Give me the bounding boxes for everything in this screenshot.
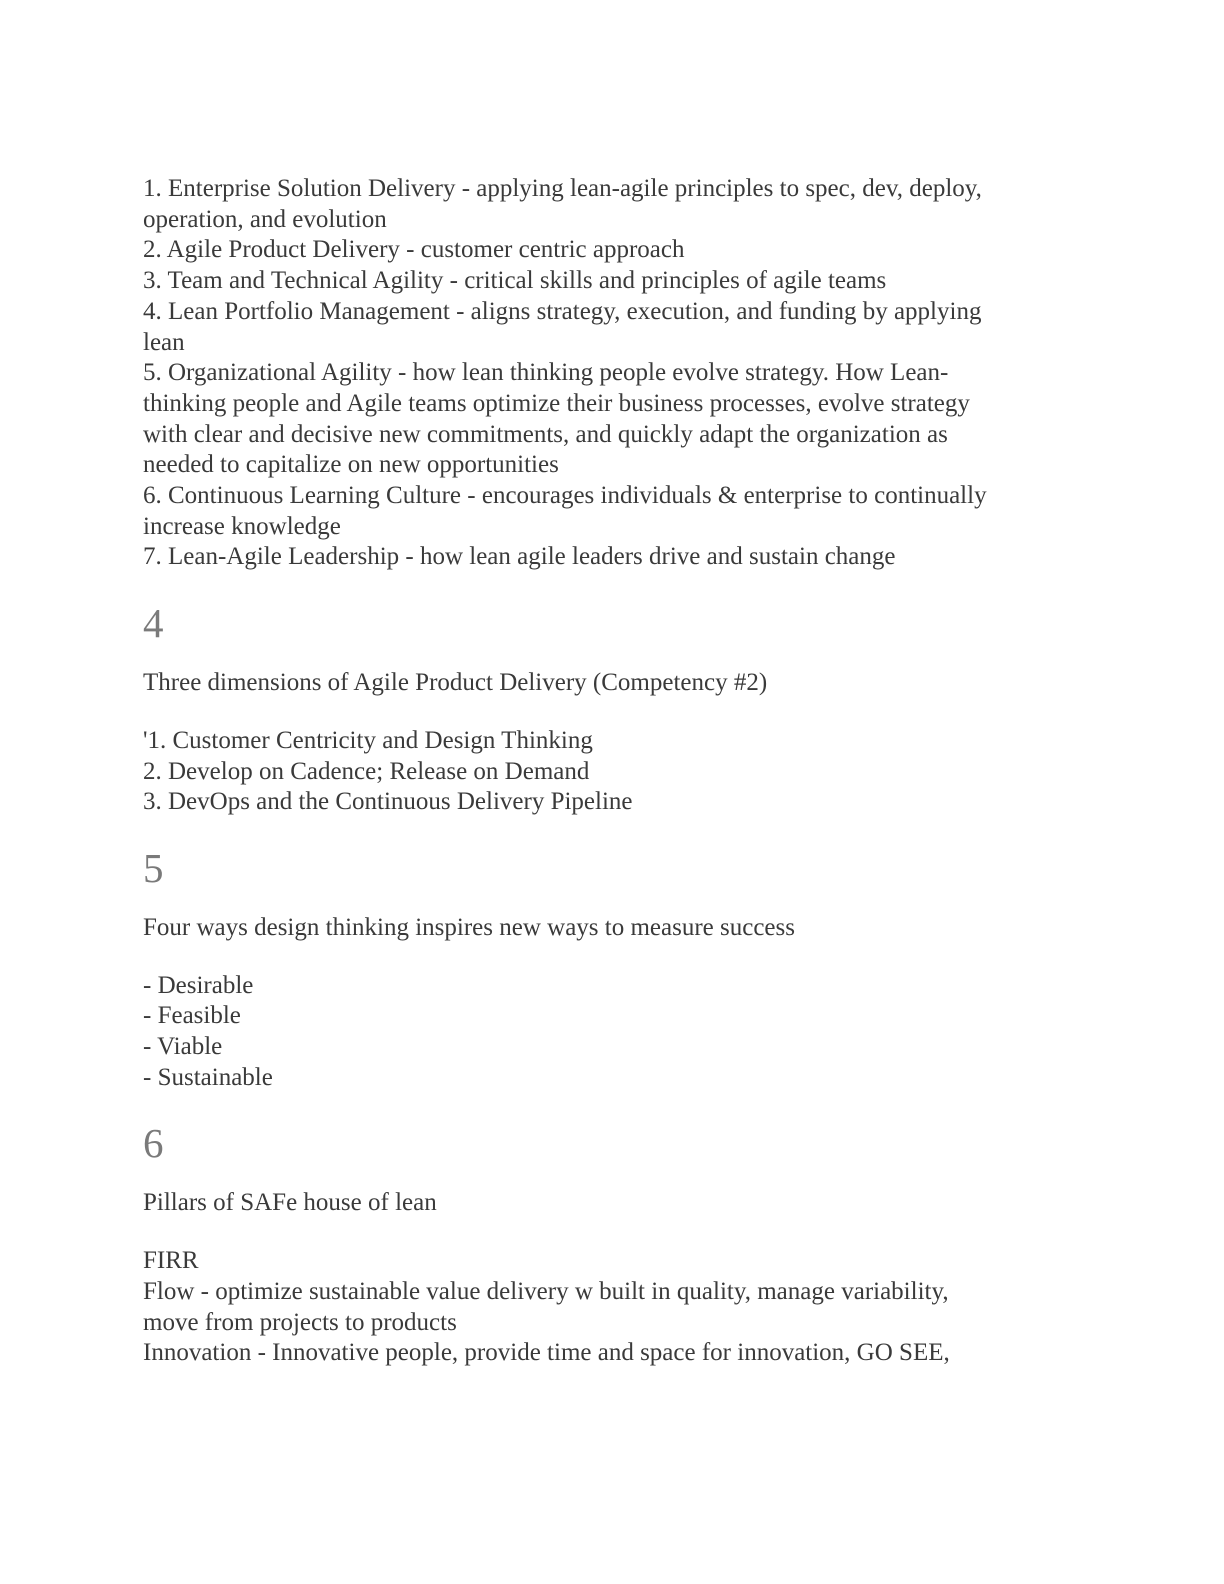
list-item-line: lean [143, 328, 185, 356]
list-item-line: 1. Enterprise Solution Delivery - applying lean-agile principles to spec, dev, deploy, [143, 175, 982, 202]
list-item-line: thinking people and Agile teams optimize their business processes, evolve strategy [143, 389, 970, 417]
list-item-line: with clear and decisive new commitments, and quickly adapt the organization as [143, 420, 948, 448]
answer-line: 2. Develop on Cadence; Release on Demand [143, 757, 590, 785]
competency-list [143, 174, 1063, 573]
list-item-line: 4. Lean Portfolio Management - aligns strategy, execution, and funding by applying [143, 297, 982, 325]
list-item-line: needed to capitalize on new opportunities [143, 451, 559, 479]
question-text: Three dimensions of Agile Product Delivery (Competency #2) [143, 669, 768, 697]
answer-line: FIRR [143, 1247, 199, 1275]
card-number: 6 [143, 1120, 164, 1167]
answer-line: - Sustainable [143, 1063, 273, 1091]
card-answer [143, 1246, 1063, 1369]
list-item-line: increase knowledge [143, 512, 341, 540]
list-item-line: 2. Agile Product Delivery - customer centric approach [143, 236, 685, 264]
card-question [143, 913, 1063, 944]
list-item-line: operation, and evolution [143, 205, 387, 233]
answer-line: - Feasible [143, 1002, 241, 1030]
card-number: 4 [143, 600, 164, 647]
answer-line: move from projects to products [143, 1308, 457, 1336]
card-answer [143, 971, 1063, 1094]
answer-line: 3. DevOps and the Continuous Delivery Pipeline [143, 788, 633, 816]
answer-line: Flow - optimize sustainable value delivery w built in quality, manage variability, [143, 1277, 949, 1305]
answer-line: - Desirable [143, 971, 254, 999]
card-question [143, 668, 1063, 699]
document-page [143, 174, 1063, 1369]
question-text: Four ways design thinking inspires new ways to measure success [143, 913, 795, 941]
card-question [143, 1188, 1063, 1219]
answer-line: - Viable [143, 1033, 223, 1061]
list-item-line: 7. Lean-Agile Leadership - how lean agile leaders drive and sustain change [143, 543, 896, 571]
answer-line: Innovation - Innovative people, provide time and space for innovation, GO SEE, [143, 1339, 950, 1367]
question-text: Pillars of SAFe house of lean [143, 1189, 437, 1217]
list-item-line: 6. Continuous Learning Culture - encourages individuals & enterprise to continually [143, 482, 987, 510]
answer-line: '1. Customer Centricity and Design Thinking [143, 726, 593, 754]
list-item-line: 5. Organizational Agility - how lean thinking people evolve strategy. How Lean- [143, 359, 949, 387]
card-answer [143, 726, 1063, 818]
card-number: 5 [143, 844, 164, 891]
list-item-line: 3. Team and Technical Agility - critical skills and principles of agile teams [143, 267, 887, 295]
